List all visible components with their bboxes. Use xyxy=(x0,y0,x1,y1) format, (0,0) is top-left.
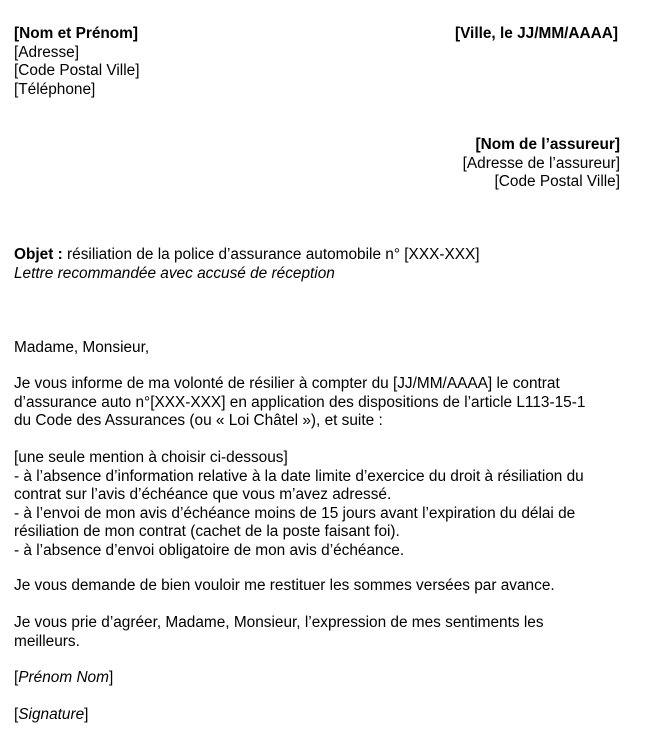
insurer-address: [Adresse de l’assureur] xyxy=(462,154,620,172)
paragraph-intent xyxy=(14,375,620,431)
sender-address: [Adresse] xyxy=(14,43,80,61)
insurer-name: [Nom de l’assureur] xyxy=(475,136,620,153)
signature-placeholder xyxy=(14,706,620,725)
signature-label: Signature xyxy=(18,706,85,723)
bracket-open: [ xyxy=(14,669,19,686)
paragraph-line: d’assurance auto n°[XXX-XXX] en application des dispositions de l’article L113-15-1 xyxy=(14,393,586,411)
delivery-mode: Lettre recommandée avec accusé de réception xyxy=(14,264,335,282)
paragraph-line: Je vous informe de ma volonté de résilier à compter du [JJ/MM/AAAA] le contrat xyxy=(14,375,560,392)
paragraph-line: meilleurs. xyxy=(14,632,80,650)
bracket-close: ] xyxy=(84,706,89,723)
mention-line: contrat sur l’avis d’échéance que vous m’avez adressé. xyxy=(14,486,392,503)
sender-name: [Nom et Prénom] xyxy=(14,25,138,42)
subject-text: résiliation de la police d’assurance automobile n° [XXX-XXX] xyxy=(62,246,480,263)
mention-line: - à l’absence d’information relative à la date limite d’exercice du droit à résiliation du xyxy=(14,467,584,485)
paragraph-line: du Code des Assurances (ou « Loi Châtel »), et suite : xyxy=(14,412,383,429)
signoff-name xyxy=(14,669,620,688)
letter-date: [Ville, le JJ/MM/AAAA] xyxy=(454,25,618,42)
paragraph-refund: Je vous demande de bien vouloir me restituer les sommes versées par avance. xyxy=(14,577,555,594)
bracket-open: [ xyxy=(14,706,19,723)
sender-phone: [Téléphone] xyxy=(14,80,96,98)
subject-label: Objet : xyxy=(14,246,63,263)
mention-line: [une seule mention à choisir ci-dessous] xyxy=(14,449,288,466)
mention-line: résiliation de mon contrat (cachet de la poste faisant foi). xyxy=(14,523,400,540)
sender-postal-city: [Code Postal Ville] xyxy=(14,62,140,79)
salutation: Madame, Monsieur, xyxy=(14,339,150,356)
mention-line: - à l’envoi de mon avis d’échéance moins de 15 jours avant l’expiration du délai de xyxy=(14,504,576,522)
mentions-list xyxy=(14,449,620,560)
signer-name: Prénom Nom xyxy=(18,669,109,686)
subject-block xyxy=(14,246,620,283)
insurer-postal-city: [Code Postal Ville] xyxy=(494,173,620,190)
paragraph-closing xyxy=(14,614,620,651)
mention-line: - à l’absence d’envoi obligatoire de mon avis d’échéance. xyxy=(14,541,405,559)
subject-line xyxy=(14,246,620,265)
bracket-close: ] xyxy=(108,669,114,686)
insurer-block xyxy=(14,136,620,192)
paragraph-line: Je vous prie d’agréer, Madame, Monsieur, l’expression de mes sentiments les xyxy=(14,614,544,631)
